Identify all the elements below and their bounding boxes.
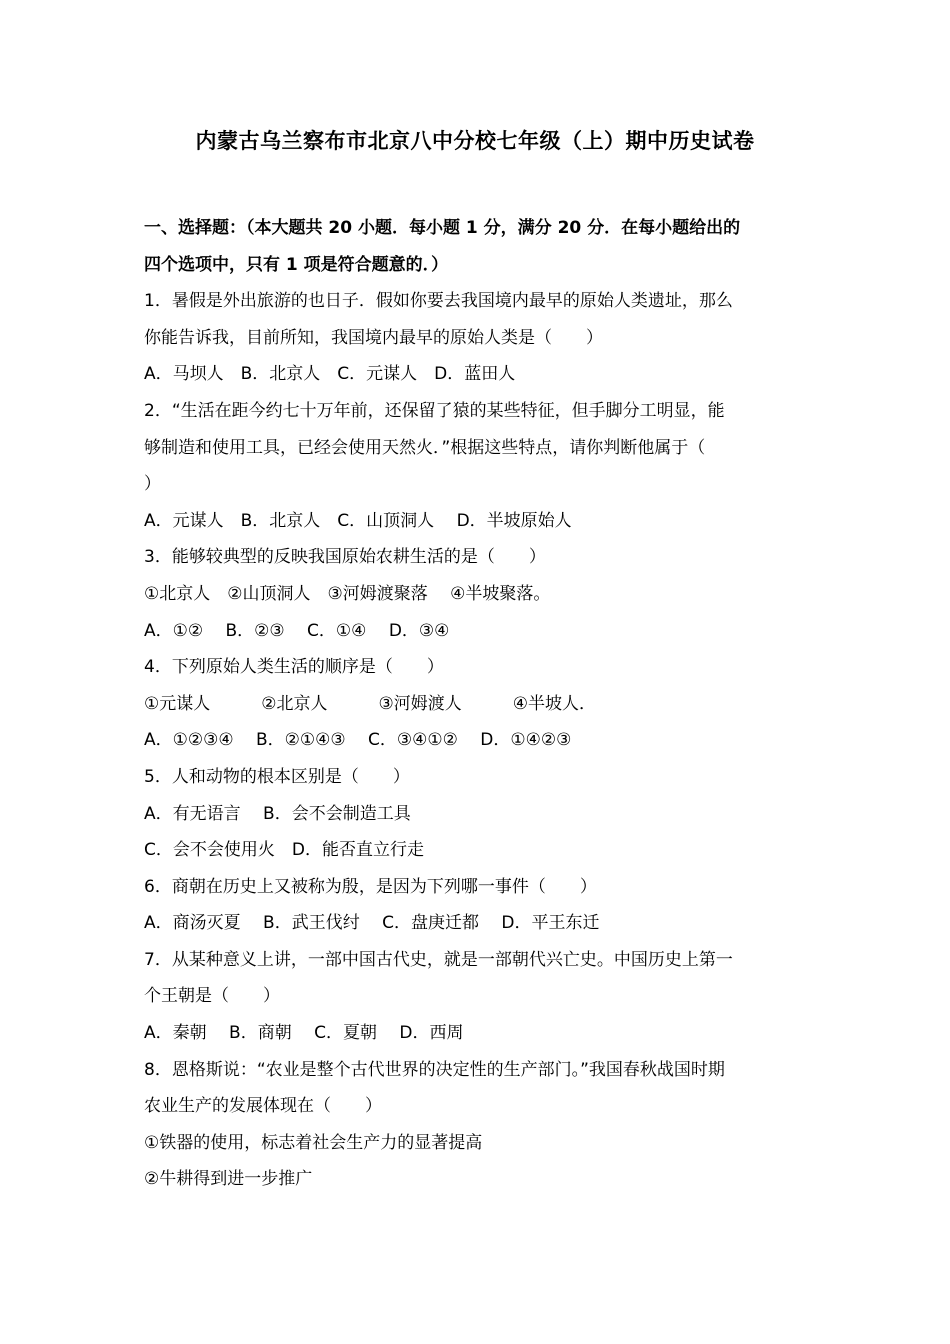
question-8-item-2: ②牛耕得到进一步推广 (144, 1169, 313, 1190)
question-1-options: A．马坝人 B．北京人 C．元谋人 D．蓝田人 (144, 364, 516, 385)
section-heading-line-2: 四个选项中，只有 1 项是符合题意的．） (144, 254, 449, 275)
question-5-stem: 5．人和动物的根本区别是（ ） (144, 766, 410, 787)
question-4-options: A．①②③④ B．②①④③ C．③④①② D．①④②③ (144, 730, 572, 751)
question-8-item-1: ①铁器的使用，标志着社会生产力的显著提高 (144, 1132, 483, 1153)
page-title: 内蒙古乌兰察布市北京八中分校七年级（上）期中历史试卷 (195, 129, 755, 153)
question-7-stem-line-1: 7．从某种意义上讲，一部中国古代史，就是一部朝代兴亡史。中国历史上第一 (144, 949, 733, 970)
question-4-stem: 4．下列原始人类生活的顺序是（ ） (144, 657, 444, 678)
question-6-options: A．商汤灭夏 B．武王伐纣 C．盘庚迁都 D．平王东迁 (144, 913, 600, 934)
question-5-options-line-2: C．会不会使用火 D．能否直立行走 (144, 840, 424, 861)
question-7-stem-line-2: 个王朝是（ ） (144, 986, 280, 1007)
question-8-stem-line-2: 农业生产的发展体现在（ ） (144, 1096, 382, 1117)
question-2-stem-line-2: 够制造和使用工具，已经会使用天然火．”根据这些特点，请你判断他属于（ (144, 437, 706, 458)
question-6-stem: 6．商朝在历史上又被称为殷，是因为下列哪一事件（ ） (144, 876, 597, 897)
question-7-options: A．秦朝 B．商朝 C．夏朝 D．西周 (144, 1023, 464, 1044)
question-1-stem-line-2: 你能告诉我，目前所知，我国境内最早的原始人类是（ ） (144, 327, 603, 348)
question-list (144, 210, 814, 1198)
question-1-stem-line-1: 1．暑假是外出旅游的也日子．假如你要去我国境内最早的原始人类遗址，那么 (144, 291, 733, 312)
section-heading-line-1: 一、选择题：（本大题共 20 小题．每小题 1 分，满分 20 分．在每小题给出的 (144, 218, 741, 238)
question-3-options: A．①② B．②③ C．①④ D．③④ (144, 620, 450, 641)
question-8-stem-line-1: 8．恩格斯说：“农业是整个古代世界的决定性的生产部门。”我国春秋战国时期 (144, 1059, 725, 1080)
question-2-stem-line-1: 2．“生活在距今约七十万年前，还保留了猿的某些特征，但手脚分工明显，能 (144, 400, 725, 421)
question-2-stem-line-3: ） (144, 474, 161, 495)
question-4-items: ①元谋人 ②北京人 ③河姆渡人 ④半坡人． (144, 693, 596, 714)
question-2-options: A．元谋人 B．北京人 C．山顶洞人 D．半坡原始人 (144, 510, 572, 531)
question-5-options-line-1: A．有无语言 B．会不会制造工具 (144, 803, 411, 824)
question-3-stem: 3．能够较典型的反映我国原始农耕生活的是（ ） (144, 547, 546, 568)
question-3-items: ①北京人 ②山顶洞人 ③河姆渡聚落 ④半坡聚落。 (144, 583, 551, 604)
